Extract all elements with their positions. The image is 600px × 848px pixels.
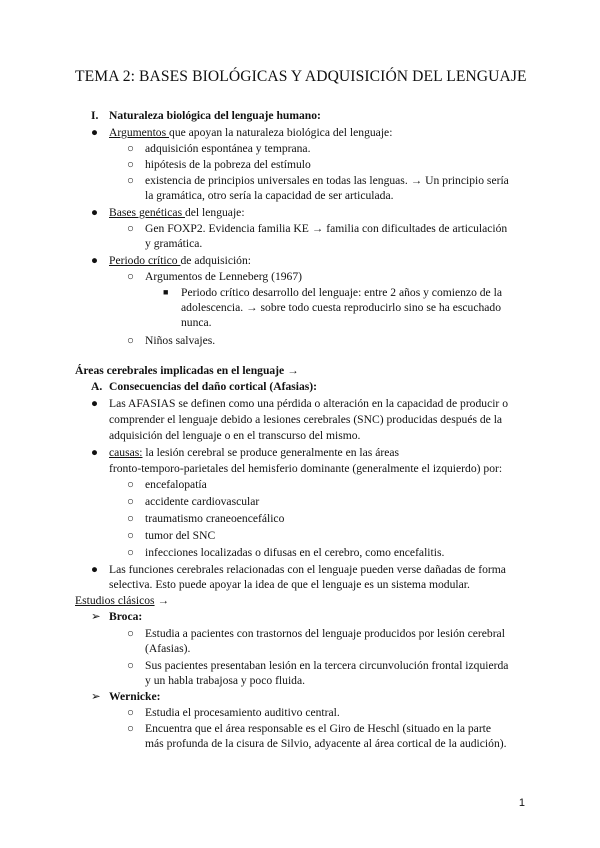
bullet: ● <box>91 563 99 576</box>
bullet: ● <box>91 397 99 410</box>
circle-bullet: ○ <box>127 495 135 508</box>
arrow-bullet: ➢ <box>91 610 101 623</box>
arrow-bullet: ➢ <box>91 690 101 703</box>
genetic-line <box>109 205 245 220</box>
list-item: encefalopatía <box>145 478 207 491</box>
list-item: Encuentra que el área responsable es el Giro de Heschl (situado en la parte <box>145 722 492 735</box>
list-item-continuation: y gramática. <box>145 237 203 250</box>
list-item: traumatismo craneoencefálico <box>145 512 285 525</box>
paragraph-line: selectiva. Esto puede apoyar la idea de que el lenguaje es un sistema modular. <box>109 578 470 591</box>
list-item-continuation: la gramática, otro sería la capacidad de ser articulada. <box>145 189 394 202</box>
list-item: Sus pacientes presentaban lesión en la tercera circunvolución frontal izquierda <box>145 659 509 672</box>
wernicke-label: Wernicke: <box>109 690 161 703</box>
subsection-letter: A. <box>91 380 103 393</box>
genetic-label: Bases genéticas <box>109 206 185 219</box>
areas-heading: Áreas cerebrales implicadas en el lenguaje → <box>75 364 299 377</box>
circle-bullet: ○ <box>127 270 135 283</box>
estudios-arrow: → <box>154 594 170 607</box>
list-item: Gen FOXP2. Evidencia familia KE → familia con dificultades de articulación <box>145 222 508 235</box>
causas-line <box>109 445 399 460</box>
arguments-label: Argumentos <box>109 126 170 139</box>
sub-list-item: Periodo crítico desarrollo del lenguaje: entre 2 años y comienzo de la <box>181 286 502 299</box>
paragraph-line: Las AFASIAS se definen como una pérdida o alteración en la capacidad de producir o <box>109 397 508 410</box>
circle-bullet: ○ <box>127 512 135 525</box>
estudios-heading: Estudios clásicos <box>75 594 155 607</box>
subsection-heading: Consecuencias del daño cortical (Afasias): <box>109 380 318 393</box>
circle-bullet: ○ <box>127 722 135 735</box>
list-item: adquisición espontánea y temprana. <box>145 142 311 155</box>
section-heading: Naturaleza biológica del lenguaje humano: <box>109 109 321 122</box>
circle-bullet: ○ <box>127 478 135 491</box>
square-bullet: ■ <box>163 287 169 297</box>
paragraph-line: adquisición del lenguaje o en el transcurso del mismo. <box>109 429 361 442</box>
list-item: infecciones localizadas o difusas en el cerebro, como encefalitis. <box>145 546 445 559</box>
circle-bullet: ○ <box>127 659 135 672</box>
list-item: hipótesis de la pobreza del estímulo <box>145 158 311 171</box>
broca-label: Broca: <box>109 610 143 623</box>
list-item: accidente cardiovascular <box>145 495 260 508</box>
causas-continuation: fronto-temporo-parietales del hemisferio dominante (generalmente el izquierdo) por: <box>109 462 503 475</box>
list-item: Niños salvajes. <box>145 334 216 347</box>
circle-bullet: ○ <box>127 546 135 559</box>
list-item-continuation: y un habla trabajosa y poco fluida. <box>145 674 306 687</box>
list-item: Estudia a pacientes con trastornos del lenguaje producidos por lesión cerebral <box>145 627 505 640</box>
bullet: ● <box>91 446 99 459</box>
circle-bullet: ○ <box>127 334 135 347</box>
circle-bullet: ○ <box>127 142 135 155</box>
sub-list-item-continuation: nunca. <box>181 316 212 329</box>
section-number: I. <box>91 109 99 122</box>
paragraph-line: comprender el lenguaje debido a lesiones cerebrales (SNC) producidas después de la <box>109 413 503 426</box>
bullet: ● <box>91 254 99 267</box>
list-item: existencia de principios universales en todas las lenguas. → Un principio sería <box>145 174 509 187</box>
critical-label: Periodo crítico <box>109 254 181 267</box>
list-item-continuation: (Afasias). <box>145 642 191 655</box>
genetic-rest: del lenguaje: <box>184 206 245 219</box>
list-item-continuation: más profunda de la cisura de Silvio, adyacente al área cortical de la audición). <box>145 737 507 750</box>
bullet: ● <box>91 126 99 139</box>
circle-bullet: ○ <box>127 706 135 719</box>
sub-list-item-continuation: adolescencia. → sobre todo cuesta reproducirlo sino se ha escuchado <box>181 301 501 314</box>
estudios-heading-line <box>75 593 169 608</box>
critical-line <box>109 253 251 268</box>
list-item: Argumentos de Lenneberg (1967) <box>145 270 303 283</box>
list-item: Estudia el procesamiento auditivo central. <box>145 706 340 719</box>
causas-label: causas: <box>109 446 143 459</box>
document-title: TEMA 2: BASES BIOLÓGICAS Y ADQUISICIÓN DEL LENGUAJE <box>75 68 527 85</box>
bullet: ● <box>91 206 99 219</box>
circle-bullet: ○ <box>127 529 135 542</box>
critical-rest: de adquisición: <box>180 254 251 267</box>
circle-bullet: ○ <box>127 627 135 640</box>
list-item: tumor del SNC <box>145 529 216 542</box>
arguments-rest: que apoyan la naturaleza biológica del lenguaje: <box>169 126 393 139</box>
arguments-line <box>109 125 392 140</box>
circle-bullet: ○ <box>127 158 135 171</box>
circle-bullet: ○ <box>127 222 135 235</box>
causas-rest: la lesión cerebral se produce generalmente en las áreas <box>142 446 400 459</box>
paragraph-line: Las funciones cerebrales relacionadas con el lenguaje pueden verse dañadas de forma <box>109 563 506 576</box>
page-number: 1 <box>518 797 525 809</box>
circle-bullet: ○ <box>127 174 135 187</box>
